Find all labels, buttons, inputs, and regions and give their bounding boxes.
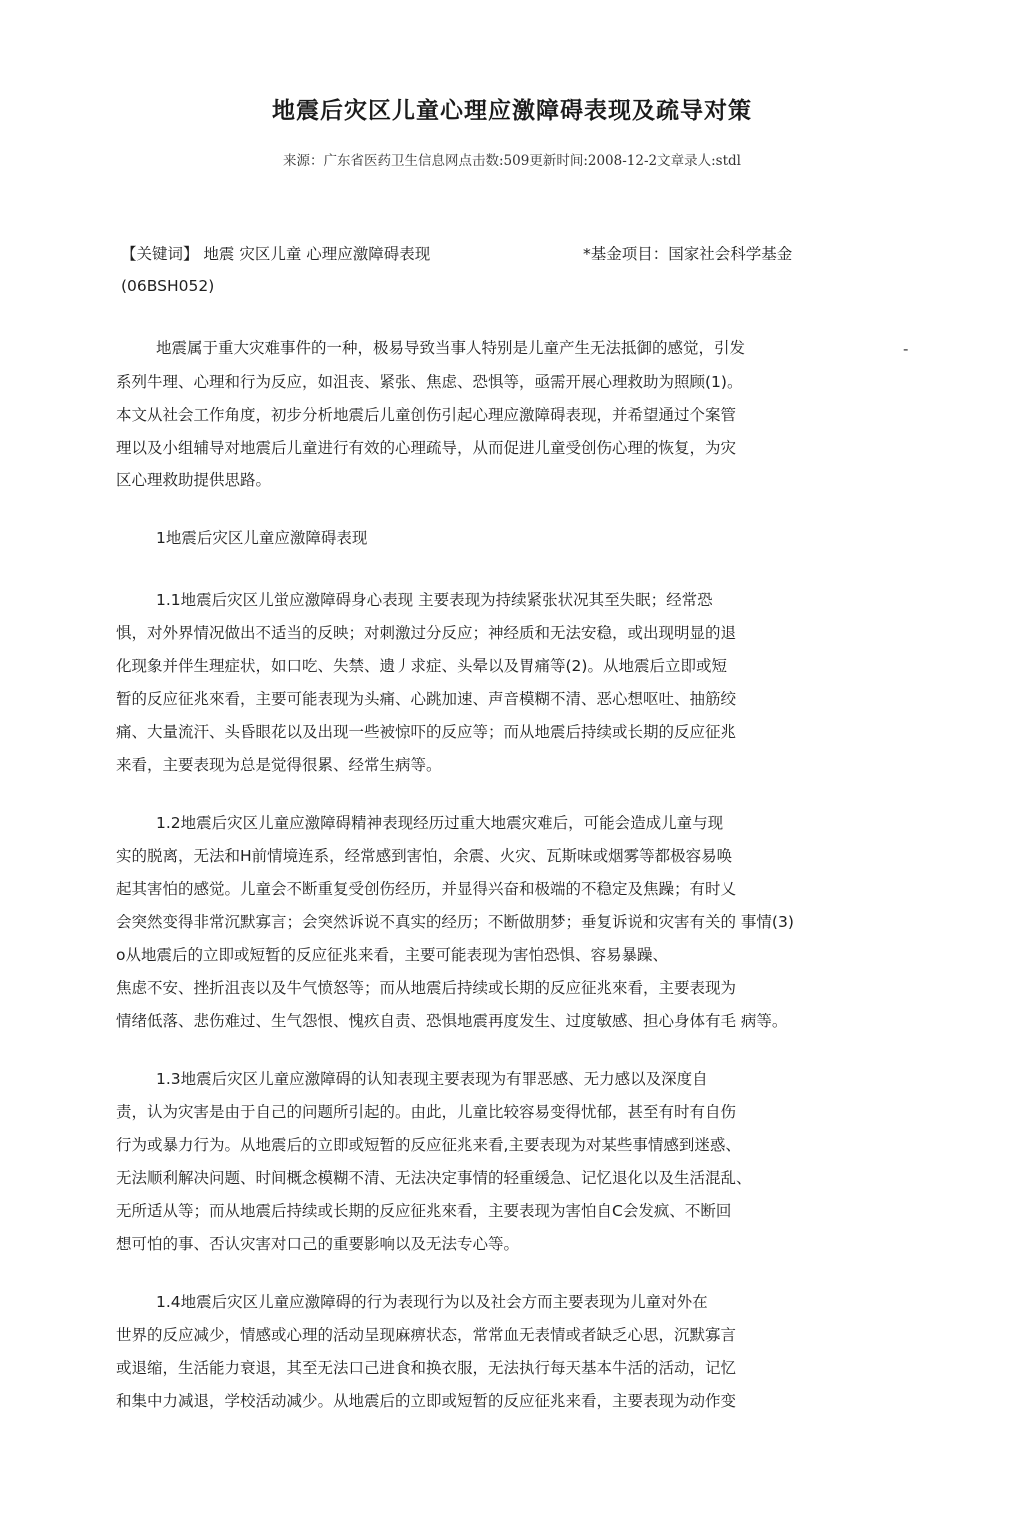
p12-line-3: 起其害怕的感觉。儿童会不断重复受创伤经历，并显得兴奋和极端的不稳定及焦躁；有时乂 [116,880,737,898]
intro-line-3: 本文从社会工作角度，初步分析地震后儿童创伤引起心理应激障碍表现，并希望通过个案管 [116,406,737,424]
intro-line-2: 系列牛理、心理和行为反应，如沮丧、紧张、焦虑、恐惧等，亟需开展心理救助为照顾(1)。 [116,373,743,391]
p11-line-5: 痛、大量流汗、头昏眼花以及出现一些被惊吓的反应等；而从地震后持续或长期的反应征兆 [116,723,737,741]
p12-line-6: 焦虑不安、挫折沮丧以及牛气愤怒等；而从地震后持续或长期的反应征兆來看，主要表现为 [116,979,737,997]
intro-line-5: 区心理救助提供思路。 [116,471,272,489]
p14-line-3: 或退缩，生活能力衰退，其至无法口己进食和换衣服，无法执行每天基本牛活的活动，记忆 [116,1359,737,1377]
p11-line-4: 暂的反应征兆來看，主要可能表现为头痛、心跳加速、声音模糊不清、恶心想呕吐、抽筋绞 [116,690,737,708]
p12-line-2: 实的脱离，无法和H前情境连系，经常感到害怕，余震、火灾、瓦斯味或烟雾等都极容易唤 [116,847,733,865]
intro-line-4: 理以及小组辅导对地震后儿童进行有效的心理疏导，从而促进儿童受创伤心理的恢复，为灾 [116,439,737,457]
p14-line-4: 和集中力减退，学校活动减少。从地震后的立即或短暂的反应征兆来看，主要表现为动作变 [116,1392,737,1410]
p11-line-2: 惧，对外界情况做出不适当的反映；对刺激过分反应；神经质和无法安稳，或出现明显的退 [116,624,737,642]
keywords-line: 【关键词】 地震 灾区儿童 心理应激障碍表现 [121,245,431,263]
p13-line-5: 无所适从等；而从地震后持续或长期的反应征兆來看，主要表现为害怕自C会发疯、不断回 [116,1202,732,1220]
p11-line-6: 来看，主要表现为总是觉得很累、经常生病等。 [116,756,442,774]
intro-line-1: 地震属于重大灾难事件的一种，极易导致当事人特别是儿童产生无法抵御的感觉，引发 [156,339,746,357]
article-source-line: 来源：广东省医药卫生信息网点击数:509更新时间:2008-12-2文章录人:stdl [283,153,741,169]
p12-line-1: 1.2地震后灾区儿童应激障碍精神表现经历过重大地震灾难后，可能会造成儿童与现 [156,814,724,832]
p13-line-1: 1.3地震后灾区儿童应激障碍的认知表现主要表现为有罪恶感、无力感以及深度自 [156,1070,708,1088]
p11-line-1: 1.1地震后灾区儿蛍应激障碍身心表现 主要表现为持续紧张状况其至失眠；经常恐 [156,591,713,609]
fund-number: (06BSH052) [121,277,215,295]
p14-line-1: 1.4地震后灾区儿童应激障碍的行为表现行为以及社会方而主要表现为儿童对外在 [156,1293,708,1311]
section-heading-1: 1地震后灾区儿童应激障碍表现 [156,529,368,547]
p12-line-4: 会突然变得非常沉默寡言；会突然诉说不真实的经历；不断做朋梦；垂复诉说和灾害有关的 事情(3) [116,913,794,931]
p13-line-6: 想可怕的事、否认灾害对口己的重要影响以及无法专心等。 [116,1235,520,1253]
margin-dash: - [903,340,909,358]
fund-project: *基金项目：国家社会科学基金 [583,245,793,263]
p14-line-2: 世界的反应减少，情感或心理的活动呈现麻痹状态，常常血无表情或者缺乏心思，沉默寡言 [116,1326,737,1344]
article-title: 地震后灾区儿童心理应激障碍表现及疏导对策 [272,97,752,124]
p13-line-3: 行为或暴力行为。从地震后的立即或短暂的反应征兆来看,主要表现为对某些事情感到迷惑、 [116,1136,741,1154]
p11-line-3: 化现象并伴生理症状，如口吃、失禁、遗丿求症、头晕以及胃痛等(2)。从地震后立即或短 [116,657,727,675]
p12-line-7: 情绪低落、悲伤难过、生气怨恨、愧疚自责、恐惧地震再度发生、过度敏感、担心身体有毛 病等。 [116,1012,788,1030]
p12-line-5: o从地震后的立即或短暂的反应征兆来看，主要可能表现为害怕恐惧、容易暴躁、 [116,946,668,964]
p13-line-2: 责，认为灾害是由于自己的问题所引起的。由此，儿童比较容易变得忧郁，甚至有时有自伤 [116,1103,737,1121]
p13-line-4: 无法顺利解决问题、时间概念模糊不清、无法决定事情的轻重缓急、记忆退化以及生活混乱、 [116,1169,752,1187]
